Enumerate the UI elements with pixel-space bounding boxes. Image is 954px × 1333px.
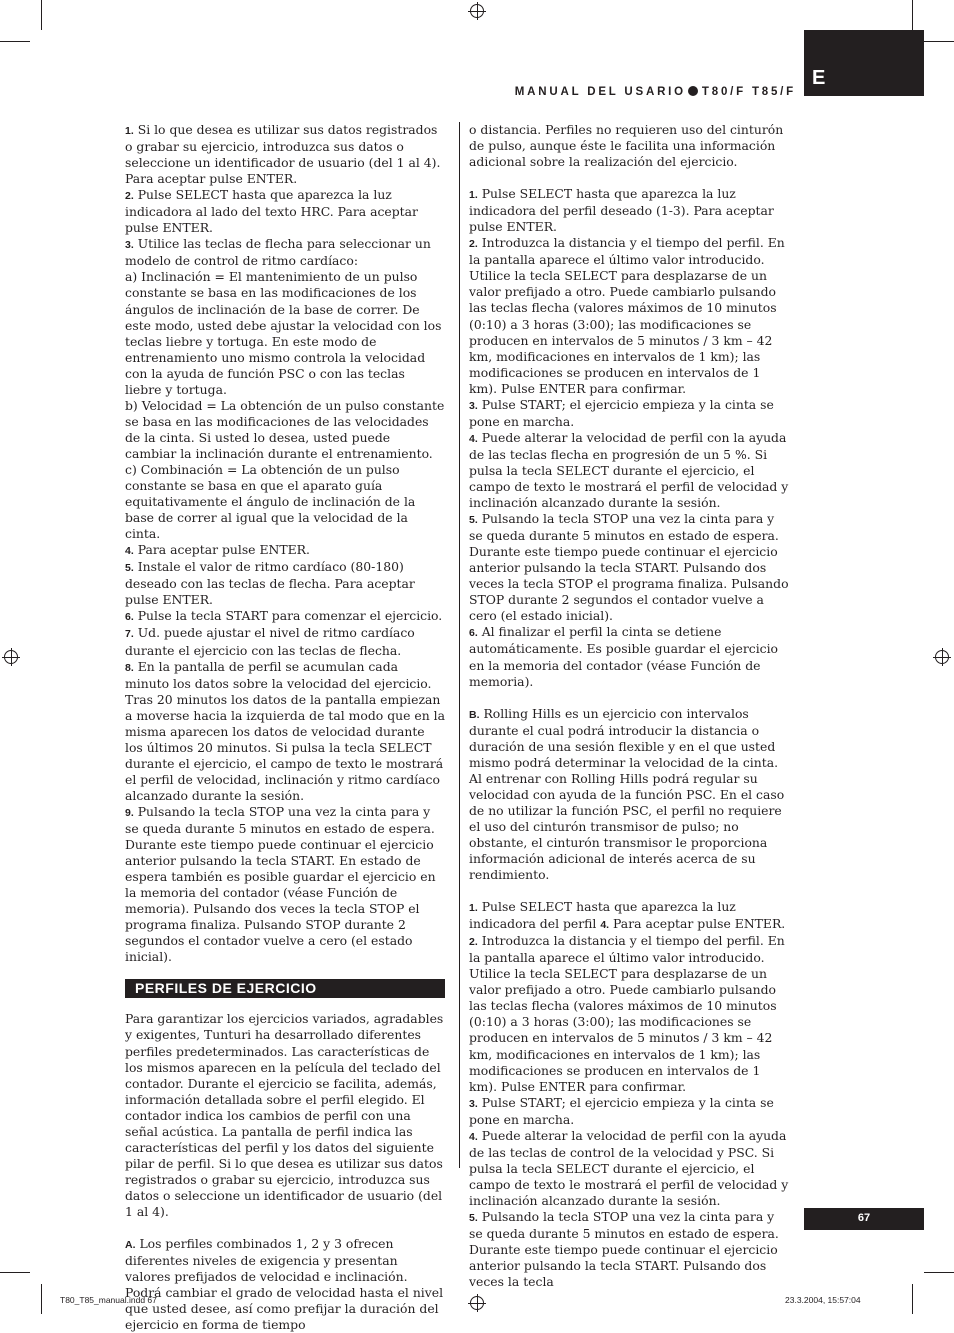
step-number: 4.	[469, 432, 478, 445]
paragraph	[469, 624, 789, 689]
step-text: Para aceptar pulse ENTER.	[609, 916, 786, 932]
paragraph	[469, 186, 789, 235]
step-number: 6.	[469, 627, 478, 640]
step-number: A.	[125, 1239, 136, 1252]
step-number: 1.	[469, 189, 478, 202]
crop-mark	[912, 1284, 913, 1314]
step-number: 3.	[469, 399, 478, 412]
section-heading: PERFILES DE EJERCICIO	[125, 979, 445, 998]
paragraph	[125, 625, 445, 658]
step-text: Pulse START; el ejercicio empieza y la cinta se pone en marcha.	[469, 1094, 774, 1127]
step-text: Pulse SELECT hasta que aparezca la luz indicadora al lado del texto HRC. Para aceptar pulse ENTER.	[125, 187, 418, 236]
step-text: Pulse SELECT hasta que aparezca la luz indicadora del perfil deseado (1-3). Para aceptar pulse ENTER.	[469, 186, 774, 235]
step-number: 1.	[125, 125, 134, 137]
step-text: Puede alterar la velocidad de perfil con la ayuda de las teclas flecha en progresión de un 5 %. Si pulsa la tecla SELECT durante el ejercicio, el campo de texto le mostrará el perfil de velocidad y inclinación alcanzado durante la sesión.	[469, 429, 789, 511]
bullet-icon	[688, 86, 698, 96]
registration-mark-icon	[470, 1296, 484, 1310]
paragraph: Para garantizar los ejercicios variados, agradables y exigentes, Tunturi ha desarrollado diferentes perfiles predeterminados. Las características de los mismos aparecen en la película del teclado del contador. Durante el ejercicio se facilita, además, información detallada sobre el perfil elegido. El contador indica los cambios de perfil con una señal acústica. La pantalla de perfil indica las características del perfil y los datos del siguiente pilar de perfil. Si lo que desea es utilizar sus datos registrados o grabar su ejercicio, introduzca sus datos o seleccione un identificador de usuario (del 1 al 4).	[125, 1011, 444, 1219]
step-number: 7.	[125, 628, 134, 641]
registration-mark-icon	[470, 4, 484, 18]
paragraph	[469, 397, 789, 430]
date-slug: 23.3.2004, 15:57:04	[785, 1295, 861, 1305]
language-letter: E	[812, 67, 826, 89]
paragraph	[469, 511, 789, 624]
paragraph: a) Inclinación = El mantenimiento de un pulso constante se basa en las modificaciones de los ángulos de inclinación de la base de correr. De este modo, usted debe ajustar la velocidad con los teclas liebre y tortuga. En este modo de entrenamiento uno mismo controla la velocidad con la ayuda de función PSC o con las teclas liebre y tortuga.	[125, 269, 442, 397]
step-text: Pulse la tecla START para comenzar el ejercicio.	[133, 608, 443, 624]
step-number: 4.	[600, 919, 610, 932]
paragraph	[469, 235, 789, 396]
paragraph	[125, 608, 445, 625]
paragraph	[469, 1128, 789, 1209]
left-column	[125, 122, 445, 1333]
step-number: 5.	[469, 514, 478, 527]
step-text: Si lo que desea es utilizar sus datos registrados o grabar su ejercicio, introduzca sus datos o seleccione un identificador de usuario (del 1 al 4). Para aceptar pulse ENTER.	[125, 122, 441, 187]
running-header	[515, 85, 796, 99]
step-text: Para aceptar pulse ENTER.	[133, 542, 310, 558]
step-number: 2.	[469, 238, 478, 251]
step-text: En la pantalla de perfil se acumulan cada minuto los datos sobre la velocidad del ejercicio. Tras 20 minutos los datos de la pantalla empiezan a moverse hacia la izquierda de tal modo que en la misma aparecen los datos de velocidad durante los últimos 20 minutos. Si pulsa la tecla SELECT durante el ejercicio, el campo de texto le mostrará el perfil de velocidad, inclinación y ritmo cardíaco alcanzado durante la sesión.	[125, 658, 445, 803]
step-number: 3.	[125, 239, 134, 252]
model-name: T80/F T85/F	[701, 86, 796, 98]
paragraph	[469, 933, 789, 1094]
registration-mark-icon	[4, 650, 18, 664]
paragraph	[125, 1236, 445, 1333]
step-text: Los perfiles combinados 1, 2 y 3 ofrecen diferentes niveles de exigencia y presentan valores prefijados de velocidad e inclinación. Podrá cambiar el grado de velocidad hasta el nivel que usted desee, así como prefijar la duración del ejercicio en forma de tiempo	[125, 1236, 444, 1333]
step-number: 3.	[469, 1097, 478, 1110]
paragraph: o distancia. Perfiles no requieren uso del cinturón de pulso, aunque éste le facilita una información adicional sobre la realización del ejercicio.	[469, 122, 784, 170]
step-text: Utilice las teclas de flecha para seleccionar un modelo de control de ritmo cardíaco:	[125, 236, 431, 269]
step-text: Rolling Hills es un ejercicio con intervalos durante el cual podrá introducir la distancia o duración de una sesión flexible y en el que usted mismo podrá determinar la velocidad de la cinta. Al entrenar con Rolling Hills podrá regular su velocidad con ayuda de la función PSC. En el caso de no utilizar la función PSC, el perfil no requiere el uso del cinturón transmisor de pulso; no obstante, el cinturón transmisor le proporciona información adicional de interés acerca de su rendimiento.	[469, 705, 785, 883]
file-slug: T80_T85_manual.indd 67	[60, 1295, 157, 1305]
paragraph	[125, 542, 445, 559]
step-text: Pulse START; el ejercicio empieza y la cinta se pone en marcha.	[469, 396, 774, 429]
step-text: Puede alterar la velocidad de perfil con la ayuda de las teclas de control de la velocidad y PSC. Si pulsa la tecla SELECT durante el ejercicio, el campo de texto le mostrará el perfil de velocidad y inclinación alcanzado durante la sesión.	[469, 1127, 789, 1208]
crop-mark	[912, 0, 913, 30]
manual-title: MANUAL DEL USARIO	[514, 86, 686, 98]
step-text: Al finalizar el perfil la cinta se detiene automáticamente. Es posible guardar el ejercicio en la memoria del contador (véase Función de memoria).	[469, 624, 779, 689]
step-number: 4.	[125, 545, 134, 558]
step-number: B.	[469, 708, 480, 721]
crop-mark	[41, 0, 42, 30]
crop-mark	[0, 1272, 30, 1273]
paragraph	[125, 559, 445, 608]
paragraph	[469, 899, 789, 933]
step-number: 6.	[125, 611, 134, 624]
crop-mark	[924, 1272, 954, 1273]
step-number: 4.	[469, 1130, 478, 1143]
step-text: Introduzca la distancia y el tiempo del perfil. En la pantalla aparece el último valor introducido. Utilice la tecla SELECT para desplazarse de un valor prefijado a otro. Puede cambiarlo pulsando las teclas flecha (valores máximos de 10 minutos (0:10) a 3 horas (3:00); las modificaciones se producen en intervalos de 5 minutos / 3 km – 42 km, modificaciones en intervalos de 1 km); las modificaciones se producen en intervalos de 1 km). Pulse ENTER para confirmar.	[469, 933, 785, 1094]
paragraph	[125, 122, 445, 187]
paragraph: b) Velocidad = La obtención de un pulso constante se basa en las modificaciones de las velocidades de la cinta. Si usted lo desea, usted puede cambiar la inclinación durante el entrenamiento.	[125, 397, 445, 461]
paragraph	[125, 187, 445, 236]
step-text: Ud. puede ajustar el nivel de ritmo cardíaco durante el ejercicio con las teclas de flecha.	[125, 625, 415, 658]
step-text: Pulse SELECT hasta que aparezca la luz indicadora del perfil	[469, 899, 736, 932]
step-text: Pulsando la tecla STOP una vez la cinta para y se queda durante 5 minutos en estado de espera. Durante este tiempo puede continuar el ejercicio anterior pulsando la tecla START. En estado de espera también es posible guardar el ejercicio en la memoria del contador (véase Función de memoria). Pulsando dos veces la tecla STOP el programa finaliza. Pulsando STOP durante 2 segundos el contador vuelve a cero (el estado inicial).	[125, 803, 436, 965]
column-divider	[459, 122, 460, 1168]
paragraph: c) Combinación = La obtención de un pulso constante se basa en que el aparato guía equitativamente el ángulo de inclinación de la base de correr al igual que la velocidad de la cinta.	[125, 461, 416, 542]
step-number: 2.	[125, 190, 134, 203]
paragraph	[125, 659, 445, 804]
paragraph	[469, 1095, 789, 1128]
step-number: 9.	[125, 806, 134, 819]
step-number: 1.	[469, 902, 478, 915]
paragraph	[469, 706, 789, 884]
page-number: 67	[804, 1208, 924, 1230]
step-number: 5.	[469, 1212, 478, 1224]
step-text: Pulsando la tecla STOP una vez la cinta para y se queda durante 5 minutos en estado de espera. Durante este tiempo puede continuar el ejercicio anterior pulsando la tecla START. Pulsando dos veces la tecla STOP el programa finaliza. Pulsando STOP durante 2 segundos el contador vuelve a cero (el estado inicial).	[469, 511, 789, 624]
paragraph	[125, 236, 445, 269]
crop-mark	[41, 1284, 42, 1314]
step-text: Instale el valor de ritmo cardíaco (80-180) deseado con las teclas de flecha. Para aceptar pulse ENTER.	[125, 559, 415, 608]
step-number: 2.	[469, 936, 478, 949]
registration-mark-icon	[935, 650, 949, 664]
crop-mark	[924, 41, 954, 42]
step-number: 8.	[125, 661, 134, 674]
right-column	[469, 122, 789, 1290]
paragraph	[469, 430, 789, 511]
crop-mark	[0, 41, 30, 42]
paragraph	[125, 804, 445, 965]
language-tab	[804, 30, 924, 96]
step-text: Introduzca la distancia y el tiempo del perfil. En la pantalla aparece el último valor introducido. Utilice la tecla SELECT para desplazarse de un valor prefijado a otro. Puede cambiarlo pulsando las teclas flecha (valores máximos de 10 minutos (0:10) a 3 horas (3:00); las modificaciones se producen en intervalos de 5 minutos / 3 km – 42 km, modificaciones en intervalos de 1 km); las modificaciones se producen en intervalos de 1 km). Pulse ENTER para confirmar.	[469, 235, 785, 396]
paragraph	[469, 1209, 789, 1290]
step-number: 5.	[125, 562, 134, 575]
step-text: Pulsando la tecla STOP una vez la cinta para y se queda durante 5 minutos en estado de espera. Durante este tiempo puede continuar el ejercicio anterior pulsando la tecla START. Pulsando dos veces la tecla	[469, 1209, 779, 1290]
